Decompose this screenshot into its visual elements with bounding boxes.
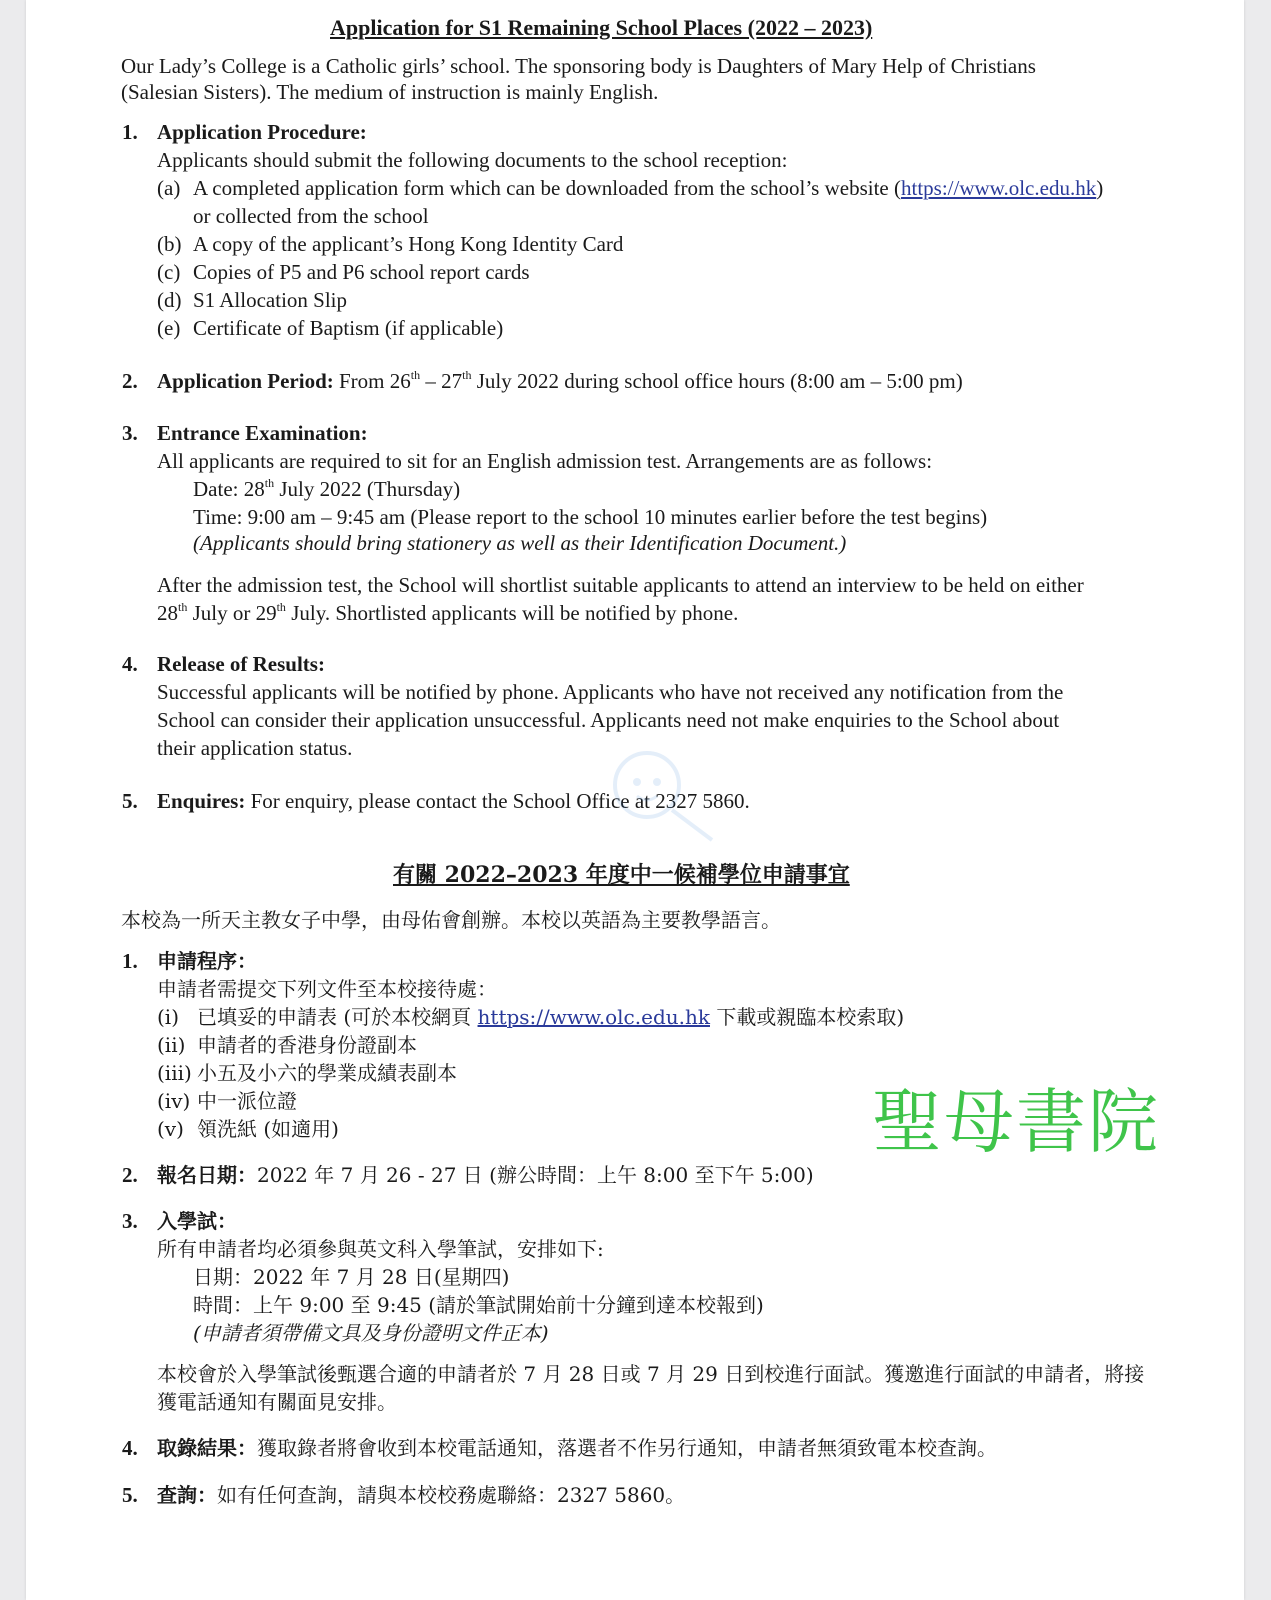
zh-item-i-text: 已填妥的申請表 (可於本校網頁 https://www.olc.edu.hk 下載或親臨本校索取)	[197, 1005, 905, 1029]
zh-section-3-heading: 入學試：	[157, 1209, 237, 1233]
section-2-line: Application Period: From 26th – 27th July 2022 during school office hours (8:00 am – 5:00 pm)	[157, 368, 963, 393]
zh-exam-date: 日期：2022 年 7 月 28 日(星期四)	[193, 1265, 510, 1289]
document-page	[26, 0, 1244, 1600]
zh-item-ii-label: (ii)	[157, 1033, 186, 1057]
zh-section-5-number: 5.	[122, 1483, 138, 1507]
results-line-2: School can consider their application unsuccessful. Applicants need not make enquiries to the School about	[157, 708, 1060, 732]
item-e-text: Certificate of Baptism (if applicable)	[193, 316, 504, 340]
zh-website-link[interactable]: https://www.olc.edu.hk	[477, 1005, 710, 1029]
section-3-heading: Entrance Examination:	[157, 421, 368, 445]
zh-exam-time: 時間：上午 9:00 至 9:45 (請於筆試開始前十分鐘到達本校報到)	[193, 1293, 764, 1317]
section-4-number: 4.	[122, 652, 138, 676]
item-b-text: A copy of the applicant’s Hong Kong Identity Card	[193, 232, 624, 256]
zh-section-4-number: 4.	[122, 1436, 138, 1460]
baby-face-logo-icon	[602, 740, 732, 850]
zh-section-4-line: 取錄結果：獲取錄者將會收到本校電話通知，落選者不作另行通知，申請者無須致電本校查詢。	[157, 1436, 997, 1460]
item-a-continuation: or collected from the school	[193, 204, 429, 228]
section-3-lead: All applicants are required to sit for an English admission test. Arrangements are as follows:	[157, 449, 933, 473]
zh-interview-line-1: 本校會於入學筆試後甄選合適的申請者於 7 月 28 日或 7 月 29 日到校進行面試。獲邀進行面試的申請者，將接	[157, 1362, 1145, 1386]
item-b-label: (b)	[157, 232, 182, 256]
zh-section-2-line: 報名日期：2022 年 7 月 26 - 27 日 (辦公時間：上午 8:00 至下午 5:00)	[157, 1163, 814, 1187]
zh-section-2-number: 2.	[122, 1163, 138, 1187]
section-5-number: 5.	[122, 789, 138, 813]
item-d-label: (d)	[157, 288, 182, 312]
item-c-text: Copies of P5 and P6 school report cards	[193, 260, 530, 284]
zh-exam-note: (申請者須帶備文具及身份證明文件正本)	[193, 1321, 549, 1345]
results-line-3: their application status.	[157, 736, 353, 760]
zh-section-1-lead: 申請者需提交下列文件至本校接待處：	[157, 977, 497, 1001]
chinese-title: 有關 2022–2023 年度中一候補學位申請事宜	[393, 862, 850, 888]
section-3-number: 3.	[122, 421, 138, 445]
zh-interview-line-2: 獲電話通知有關面見安排。	[157, 1390, 397, 1414]
exam-date: Date: 28th July 2022 (Thursday)	[193, 476, 461, 501]
section-2-number: 2.	[122, 369, 138, 393]
zh-item-v-label: (v)	[157, 1117, 184, 1141]
zh-item-iv-text: 中一派位證	[197, 1089, 297, 1113]
zh-item-iii-text: 小五及小六的學業成績表副本	[197, 1061, 457, 1085]
english-intro-line-2: (Salesian Sisters). The medium of instruction is mainly English.	[121, 80, 659, 104]
section-5-line: Enquires: For enquiry, please contact the School Office at 2327 5860.	[157, 789, 750, 813]
school-name-stamp: 聖母書院	[872, 1081, 1160, 1163]
zh-section-1-heading: 申請程序：	[157, 949, 257, 973]
zh-item-ii-text: 申請者的香港身份證副本	[197, 1033, 417, 1057]
zh-section-3-lead: 所有申請者均必須參與英文科入學筆試，安排如下:	[157, 1237, 604, 1261]
zh-section-3-number: 3.	[122, 1209, 138, 1233]
section-1-number: 1.	[122, 120, 138, 144]
exam-time: Time: 9:00 am – 9:45 am (Please report to the school 10 minutes earlier before the test begins)	[193, 505, 988, 529]
results-line-1: Successful applicants will be notified by phone. Applicants who have not received any notification from the	[157, 680, 1064, 704]
exam-note: (Applicants should bring stationery as well as their Identification Document.)	[193, 531, 847, 555]
chinese-intro: 本校為一所天主教女子中學，由母佑會創辦。本校以英語為主要教學語言。	[121, 908, 781, 932]
zh-section-1-number: 1.	[122, 949, 138, 973]
interview-line-1: After the admission test, the School will shortlist suitable applicants to attend an interview to be held on either	[157, 573, 1084, 597]
item-a-label: (a)	[157, 176, 181, 200]
interview-line-2: 28th July or 29th July. Shortlisted applicants will be notified by phone.	[157, 600, 739, 625]
zh-item-v-text: 領洗紙 (如適用)	[197, 1117, 339, 1141]
zh-item-i-label: (i)	[157, 1005, 180, 1029]
item-c-label: (c)	[157, 260, 181, 284]
english-intro-line-1: Our Lady’s College is a Catholic girls’ school. The sponsoring body is Daughters of Mary Help of Christians	[121, 54, 1036, 78]
section-1-heading: Application Procedure:	[157, 120, 367, 144]
item-e-label: (e)	[157, 316, 181, 340]
item-d-text: S1 Allocation Slip	[193, 288, 348, 312]
zh-item-iv-label: (iv)	[157, 1089, 191, 1113]
zh-section-5-line: 查詢：如有任何查詢，請與本校校務處聯絡：2327 5860。	[157, 1483, 686, 1507]
section-4-heading: Release of Results:	[157, 652, 325, 676]
website-link[interactable]: https://www.olc.edu.hk	[900, 176, 1097, 200]
zh-item-iii-label: (iii)	[157, 1061, 192, 1085]
english-title: Application for S1 Remaining School Places (2022 – 2023)	[330, 15, 873, 40]
section-1-lead: Applicants should submit the following documents to the school reception:	[157, 148, 788, 172]
item-a-text: A completed application form which can be downloaded from the school’s website (https://www.olc.edu.hk)	[193, 176, 1104, 200]
